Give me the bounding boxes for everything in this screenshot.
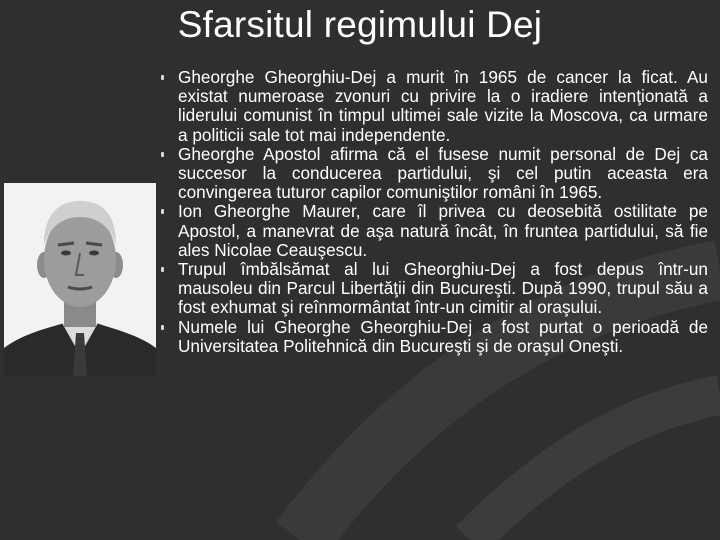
bullet-item [160, 145, 708, 203]
bullet-icon [161, 152, 164, 157]
bullet-text: Numele lui Gheorghe Gheorghiu-Dej a fost purtat o perioadă de Universitatea Politehnică din Bucureşti şi de oraşul Oneşti. [178, 316, 708, 356]
bullet-item [160, 68, 708, 145]
portrait-photo [4, 183, 156, 376]
slide-title: Sfarsitul regimului Dej [177, 4, 543, 45]
bullet-text: Trupul îmbălsămat al lui Gheorghiu-Dej a fost depus într-un mausoleu din Parcul Libertăţii din Bucureşti. După 1990, trupul său a fost exhumat şi reînmormântat într-un cimitir al oraşului. [178, 259, 708, 318]
bullet-item [160, 318, 708, 356]
bullet-icon [161, 75, 164, 80]
bullet-text: Gheorghe Apostol afirma că el fusese numit personal de Dej ca succesor la conducerea partidului, şi cel putin aceasta era convingerea tuturor capilor comuniştilor români în 1965. [178, 143, 708, 203]
bullet-item [160, 202, 708, 260]
bullet-text: Ion Gheorghe Maurer, care îl privea cu deosebită ostilitate pe Apostol, a manevrat de aşa natură încât, în fruntea partidului, să fie ales Nicolae Ceauşescu. [178, 201, 708, 260]
bullet-icon [161, 325, 164, 330]
bullet-text: Gheorghe Gheorghiu-Dej a murit în 1965 de cancer la ficat. Au existat numeroase zvonuri cu privire la o iradiere intenţionată a liderului comunist în timpul ultimei sale vizite la Moscova, ca urmare a politicii sale tot mai independente. [178, 67, 708, 145]
bullet-item [160, 260, 708, 318]
bullet-icon [161, 267, 164, 272]
bullet-icon [161, 209, 164, 214]
portrait-image [4, 183, 156, 376]
bullet-list [160, 68, 708, 356]
